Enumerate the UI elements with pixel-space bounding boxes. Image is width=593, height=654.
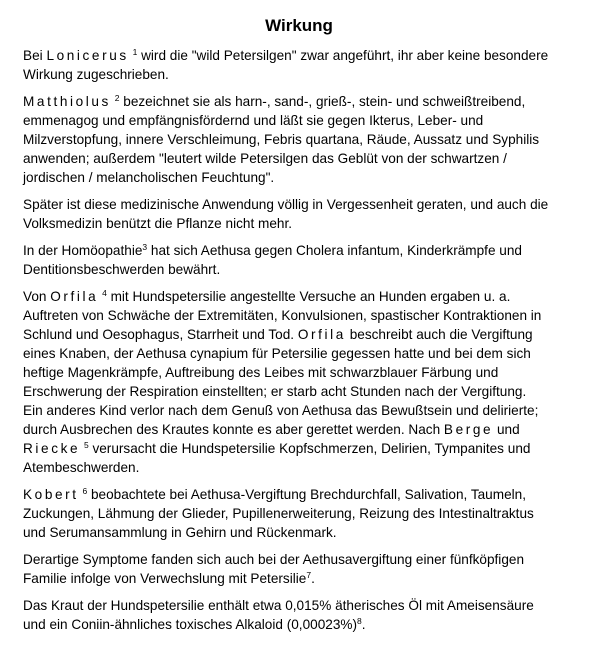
- text-run: beschreibt auch die Vergiftung: [345, 327, 533, 342]
- author-name: Matthiolus: [23, 94, 111, 109]
- paragraph: [23, 485, 575, 542]
- text-run: verursacht die Hundspetersilie Kopfschmerzen, Delirien, Tympanites und: [88, 441, 531, 456]
- text-run: beobachtete bei Aethusa-Vergiftung Brechdurchfall, Salivation, Taumeln,: [87, 487, 526, 502]
- text-run: Ein anderes Kind verlor nach dem Genuß von Aethusa das Bewußtsein und delirierte;: [23, 403, 539, 418]
- author-name: Lonicerus: [46, 48, 129, 63]
- author-name: Orfila: [297, 327, 346, 342]
- text-run: Später ist diese medizinische Anwendung völlig in Vergessenheit geraten, und auch die: [23, 197, 549, 212]
- text-run: mit Hundspetersilie angestellte Versuche an Hunden ergaben u. a.: [106, 289, 511, 304]
- text-run: hat sich Aethusa gegen Cholera infantum, Kinderkrämpfe und: [147, 243, 522, 258]
- text-run: Derartige Symptome fanden sich auch bei der Aethusavergiftung einer fünfköpfigen: [23, 552, 525, 567]
- text-run: .: [361, 617, 366, 632]
- section-title: Wirkung: [265, 16, 333, 35]
- footnote-ref: 2: [114, 93, 120, 103]
- paragraph: [23, 195, 575, 233]
- paragraph: [23, 92, 575, 187]
- text-run: Volksmedizin benützt die Pflanze nicht mehr.: [23, 216, 293, 231]
- text-run: durch Ausbrechen des Krautes konnte es aber gerettet werden. Nach: [23, 422, 444, 437]
- text-run: anwenden; außerdem "leutert wilde Petersilgen das Geblüt von der schwartzen /: [23, 151, 507, 166]
- author-name: Berge: [443, 422, 494, 437]
- footnote-ref: 4: [102, 288, 107, 298]
- text-run: Familie infolge von Verwechslung mit Petersilie: [23, 571, 307, 586]
- footnote-ref: 1: [132, 47, 138, 57]
- text-run: Bei: [23, 48, 47, 63]
- footnote-ref: 8: [357, 616, 362, 626]
- text-run: und: [493, 422, 520, 437]
- author-name: Kobert: [23, 487, 79, 502]
- author-name: Riecke: [23, 441, 81, 456]
- text-run: .: [311, 571, 315, 586]
- paragraph: [23, 596, 575, 634]
- footnote-ref: 3: [142, 242, 148, 252]
- text-run: Das Kraut der Hundspetersilie enthält etwa 0,015% ätherisches Öl mit Ameisensäure: [23, 598, 534, 613]
- text-run: Wirkung zugeschrieben.: [23, 67, 169, 82]
- text-run: Zuckungen, Lähmung der Glieder, Pupillenerweiterung, Reizung des Intestinaltraktus: [23, 506, 534, 521]
- text-run: Erschwerung der Respiration einstellten; er starb acht Stunden nach der Vergiftung.: [23, 384, 527, 399]
- text-run: jordischen / melancholischen Feuchtung".: [23, 170, 275, 185]
- text-run: Von: [23, 289, 51, 304]
- text-run: bezeichnet sie als harn-, sand-, grieß-, stein- und schweißtreibend,: [119, 94, 526, 109]
- text-run: Milzverstopfung, innere Verschleimung, Febris quartana, Räude, Aussatz und Syphilis: [23, 132, 540, 147]
- text-run: und ein Coniin-ähnliches toxisches Alkaloid (0,00023%): [23, 617, 358, 632]
- text-run: In der Homöopathie: [23, 243, 143, 258]
- text-run: Auftreten von Schwäche der Extremitäten, Konvulsionen, spastischer Kontraktionen in: [23, 308, 542, 323]
- text-run: emmenagog und empfängnisfördernd und läßt sie gegen Ikterus, Leber- und: [23, 113, 484, 128]
- body-text: [23, 46, 575, 634]
- text-run: und Serumansammlung in Gehirn und Rückenmark.: [23, 525, 337, 540]
- text-run: Dentitionsbeschwerden bewährt.: [23, 262, 221, 277]
- footnote-ref: 5: [83, 440, 89, 450]
- paragraph: [23, 287, 575, 477]
- text-run: Schlund und Oesophagus, Starrheit und Tod.: [23, 327, 298, 342]
- paragraph: [23, 241, 575, 279]
- footnote-ref: 6: [82, 486, 88, 496]
- text-run: Atembeschwerden.: [23, 460, 140, 475]
- text-run: eines Knaben, der Aethusa cynapium für Petersilie gegessen hatte und bei dem sich: [23, 346, 531, 361]
- text-run: wird die "wild Petersilgen" zwar angeführt, ihr aber keine besondere: [137, 48, 549, 63]
- paragraph: [23, 46, 575, 84]
- author-name: Orfila: [50, 289, 99, 304]
- paragraph: [23, 550, 575, 588]
- footnote-ref: 7: [306, 570, 312, 580]
- text-run: heftige Magenkrämpfe, Auftreibung des Leibes mit schwarzblauer Färbung und: [23, 365, 499, 380]
